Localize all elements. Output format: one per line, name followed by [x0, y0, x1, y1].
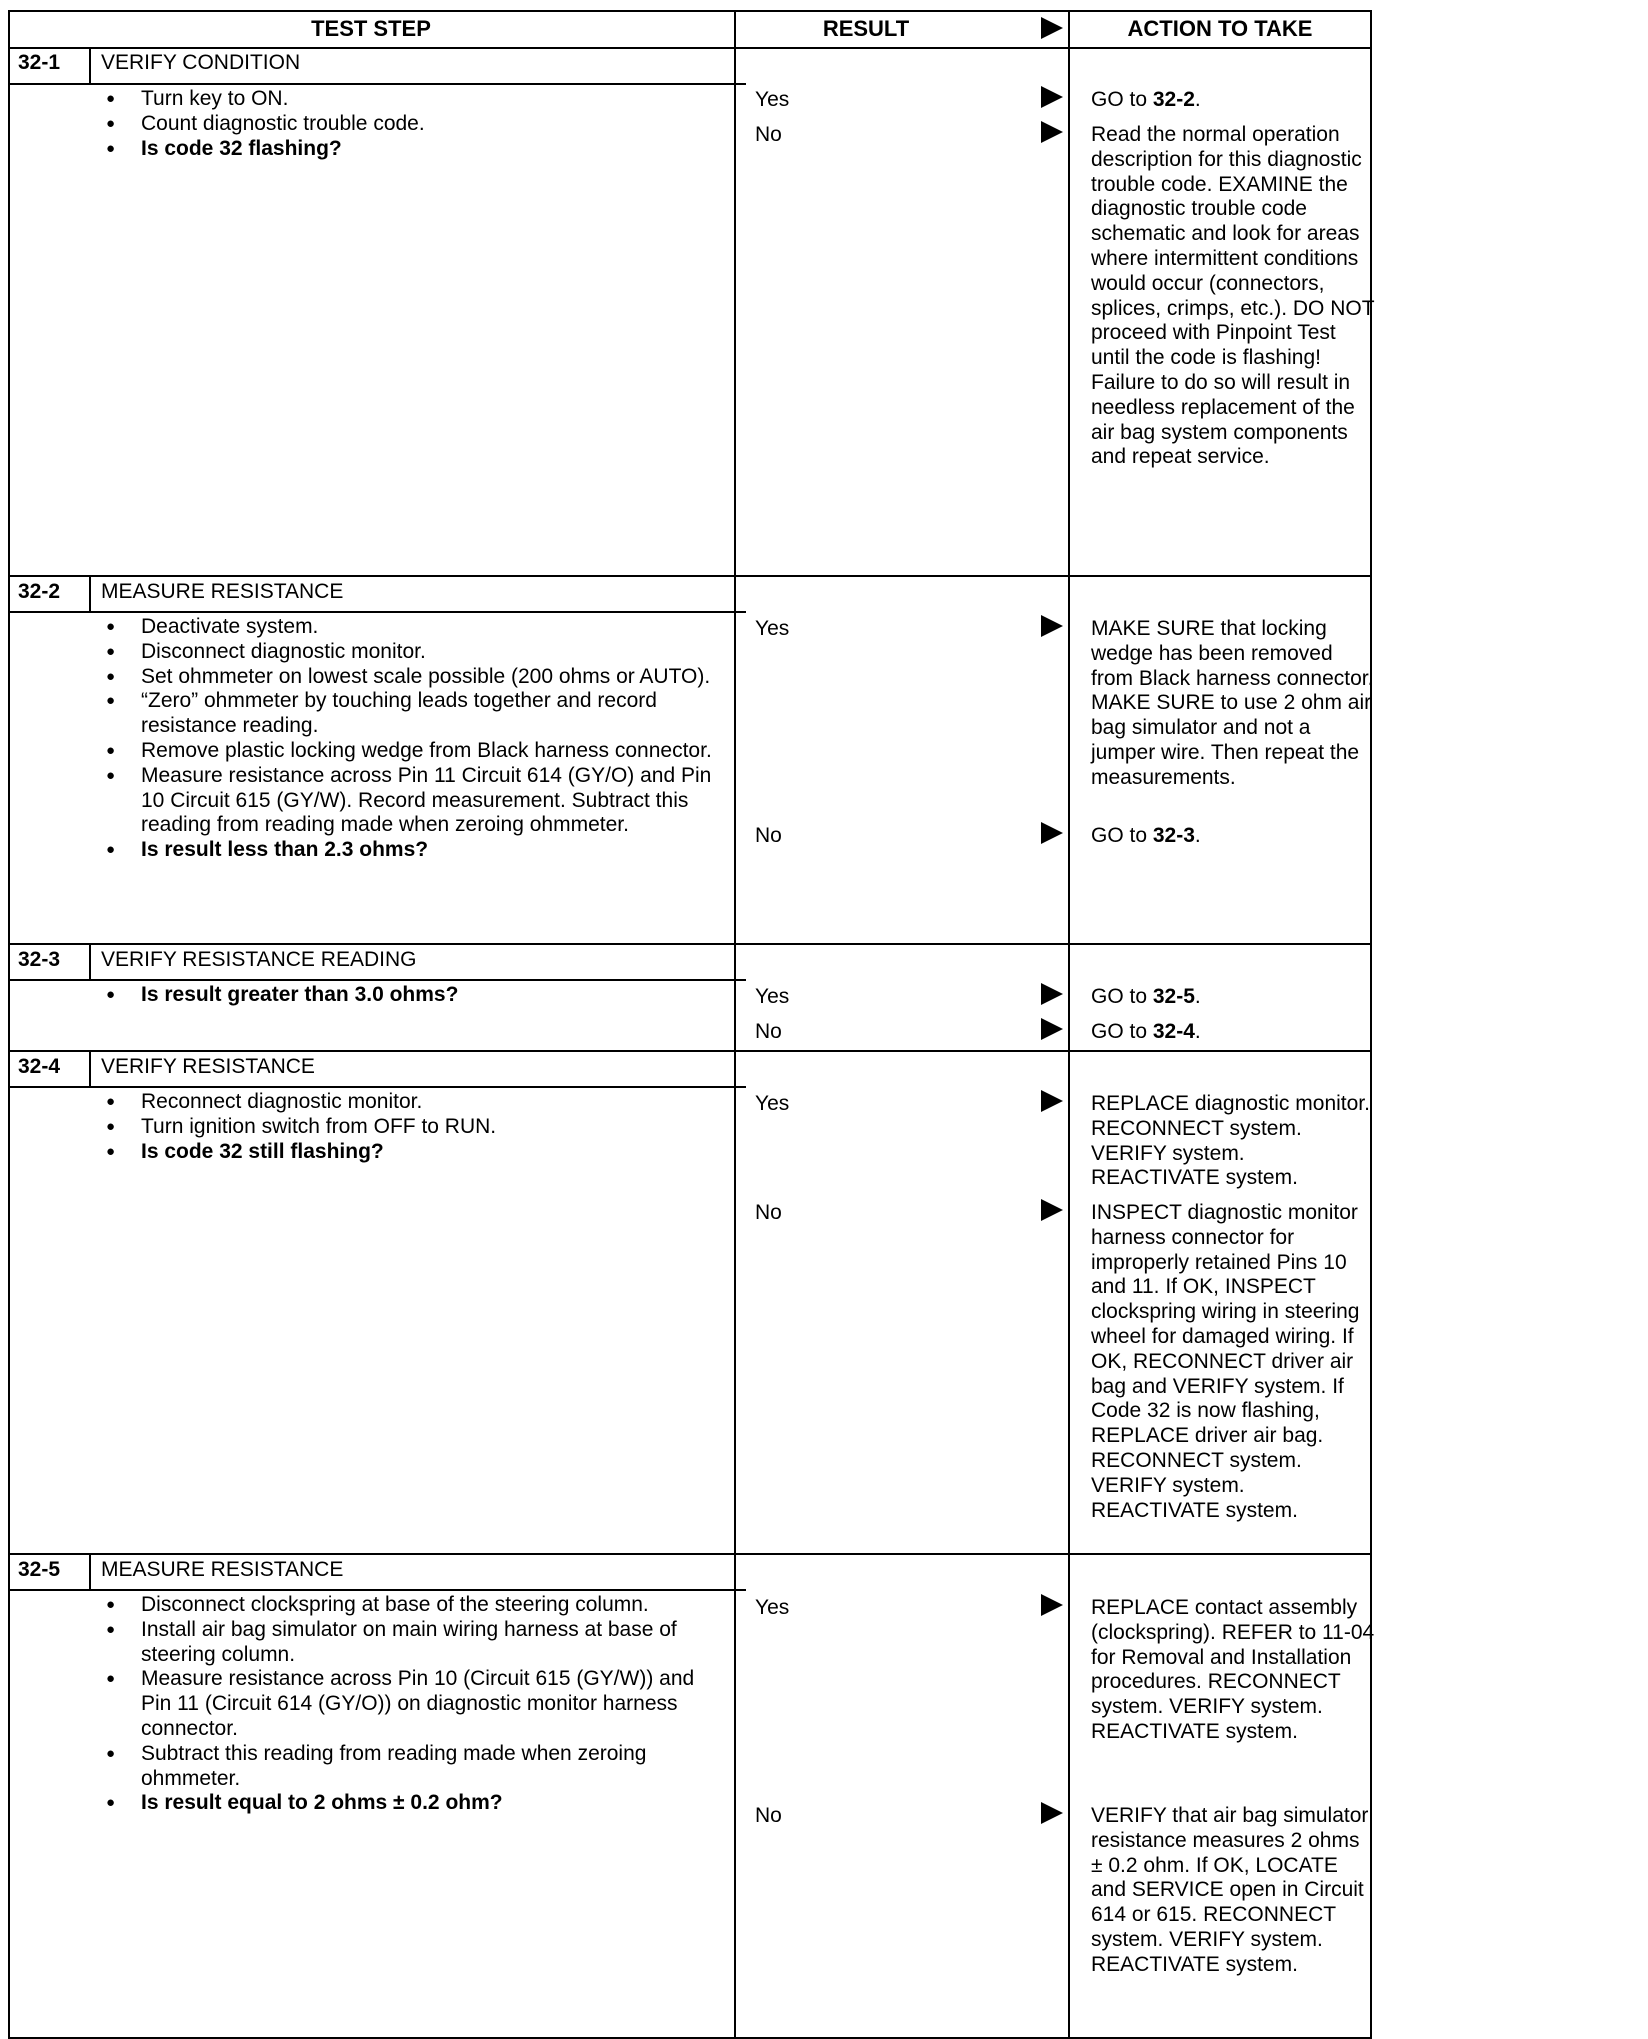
result-no: No: [755, 123, 782, 146]
row-divider: [8, 1553, 1372, 1555]
arrow-right-icon: [1041, 17, 1063, 39]
action-yes: MAKE SURE that locking wedge has been removed from Black harness connector. MAKE SURE to use 2 ohm air bag simulator and not a jumper wire. Then repeat the measurements.: [1091, 617, 1374, 789]
action-no: INSPECT diagnostic monitor harness connector for improperly retained Pins 10 and 11. If OK, INSPECT clockspring wiring in steering wheel for damaged wiring. If OK, RECONNECT driver air bag and VERIFY system. If Code 32 is now flashing, REPLACE driver air bag. RECONNECT system. VERIFY system. REACTIVATE system.: [1091, 1201, 1360, 1522]
result-no: No: [755, 1020, 782, 1043]
list-item: ● Is result equal to 2 ohms ± 0.2 ohm?: [98, 1791, 718, 1816]
step-number: 32-2: [18, 580, 61, 603]
arrow-right-icon: [1041, 822, 1063, 844]
list-item: ● Is result less than 2.3 ohms?: [98, 838, 718, 863]
header-result: RESULT: [822, 16, 910, 41]
list-item: ● Is code 32 flashing?: [98, 137, 718, 162]
arrow-right-icon: [1041, 1199, 1063, 1221]
step-title: MEASURE RESISTANCE: [101, 580, 344, 603]
result-yes: Yes: [755, 617, 790, 640]
result-yes: Yes: [755, 1092, 790, 1115]
list-item: ● “Zero” ohmmeter by touching leads together and record resistance reading.: [98, 689, 718, 739]
step-title-underline: [8, 1086, 746, 1088]
list-item: ● Is code 32 still flashing?: [98, 1140, 718, 1165]
step-title-underline: [8, 979, 746, 981]
action-no: Read the normal operation description for this diagnostic trouble code. EXAMINE the diagnostic trouble code schematic and look for areas where intermittent conditions would occur (connectors, splices, crimps, etc.). DO NOT proceed with Pinpoint Test until the code is flashing! Failure to do so will result in needless replacement of the air bag system components and repeat service.: [1091, 123, 1375, 469]
step-bullets: [98, 1593, 718, 1816]
list-item: ● Turn key to ON.: [98, 87, 718, 112]
list-item: ● Disconnect clockspring at base of the steering column.: [98, 1593, 718, 1618]
list-item: ● Install air bag simulator on main wiring harness at base of steering column.: [98, 1618, 718, 1668]
result-no: No: [755, 1804, 782, 1827]
result-no: No: [755, 824, 782, 847]
step-number: 32-1: [18, 51, 61, 74]
result-yes: Yes: [755, 88, 790, 111]
list-item: ● Set ohmmeter on lowest scale possible (200 ohms or AUTO).: [98, 665, 718, 690]
action-yes: REPLACE contact assembly (clockspring). REFER to 11-04 for Removal and Installation procedures. RECONNECT system. VERIFY system. REACTIVATE system.: [1091, 1596, 1375, 1743]
list-item: ● Reconnect diagnostic monitor.: [98, 1090, 718, 1115]
table-border-left: [8, 10, 10, 2039]
list-item: ● Deactivate system.: [98, 615, 718, 640]
step-title-underline: [8, 83, 746, 85]
list-item: ● Disconnect diagnostic monitor.: [98, 640, 718, 665]
action-yes: GO to 32-5.: [1091, 985, 1201, 1008]
step-title: VERIFY CONDITION: [101, 51, 301, 74]
step-num-divider: [89, 47, 91, 83]
pinpoint-test-table: [8, 10, 1375, 2039]
list-item: ● Count diagnostic trouble code.: [98, 112, 718, 137]
step-num-divider: [89, 943, 91, 979]
result-no: No: [755, 1201, 782, 1224]
arrow-right-icon: [1041, 983, 1063, 1005]
step-title: MEASURE RESISTANCE: [101, 1558, 344, 1581]
header-test-step: TEST STEP: [311, 16, 431, 41]
step-num-divider: [89, 1553, 91, 1589]
list-item: ● Measure resistance across Pin 10 (Circuit 615 (GY/W)) and Pin 11 (Circuit 614 (GY/O)) on diagnostic monitor harness connector.: [98, 1667, 718, 1741]
step-bullets: [98, 87, 718, 161]
row-divider: [8, 943, 1372, 945]
arrow-right-icon: [1041, 86, 1063, 108]
step-title-underline: [8, 611, 746, 613]
list-item: ● Is result greater than 3.0 ohms?: [98, 983, 718, 1008]
step-title: VERIFY RESISTANCE READING: [101, 948, 417, 971]
arrow-right-icon: [1041, 1802, 1063, 1824]
action-no: GO to 32-4.: [1091, 1020, 1201, 1043]
row-divider: [8, 1050, 1372, 1052]
step-number: 32-3: [18, 948, 61, 971]
arrow-right-icon: [1041, 1594, 1063, 1616]
list-item: ● Measure resistance across Pin 11 Circuit 614 (GY/O) and Pin 10 Circuit 615 (GY/W). Record measurement. Subtract this reading from reading made when zeroing ohmmeter.: [98, 764, 718, 838]
step-number: 32-5: [18, 1558, 61, 1581]
result-yes: Yes: [755, 985, 790, 1008]
list-item: ● Turn ignition switch from OFF to RUN.: [98, 1115, 718, 1140]
action-no: VERIFY that air bag simulator resistance measures 2 ohms ± 0.2 ohm. If OK, LOCATE and SERVICE open in Circuit 614 or 615. RECONNECT system. VERIFY system. REACTIVATE system.: [1091, 1804, 1369, 1976]
result-yes: Yes: [755, 1596, 790, 1619]
step-bullets: [98, 983, 718, 1008]
step-bullets: [98, 1090, 718, 1164]
step-num-divider: [89, 1050, 91, 1086]
step-title: VERIFY RESISTANCE: [101, 1055, 315, 1078]
step-title-underline: [8, 1589, 746, 1591]
step-number: 32-4: [18, 1055, 61, 1078]
header-divider: [8, 47, 1372, 49]
column-divider-1: [734, 10, 736, 2039]
arrow-right-icon: [1041, 1018, 1063, 1040]
action-yes: GO to 32-2.: [1091, 88, 1201, 111]
step-num-divider: [89, 575, 91, 611]
arrow-right-icon: [1041, 615, 1063, 637]
action-no: GO to 32-3.: [1091, 824, 1201, 847]
column-divider-2: [1068, 10, 1070, 2039]
action-yes: REPLACE diagnostic monitor. RECONNECT system. VERIFY system. REACTIVATE system.: [1091, 1092, 1370, 1190]
arrow-right-icon: [1041, 121, 1063, 143]
list-item: ● Remove plastic locking wedge from Black harness connector.: [98, 739, 718, 764]
arrow-right-icon: [1041, 1090, 1063, 1112]
table-border-top: [8, 10, 1372, 12]
header-action: ACTION TO TAKE: [1127, 16, 1313, 41]
step-bullets: [98, 615, 718, 863]
row-divider: [8, 575, 1372, 577]
list-item: ● Subtract this reading from reading made when zeroing ohmmeter.: [98, 1742, 718, 1792]
